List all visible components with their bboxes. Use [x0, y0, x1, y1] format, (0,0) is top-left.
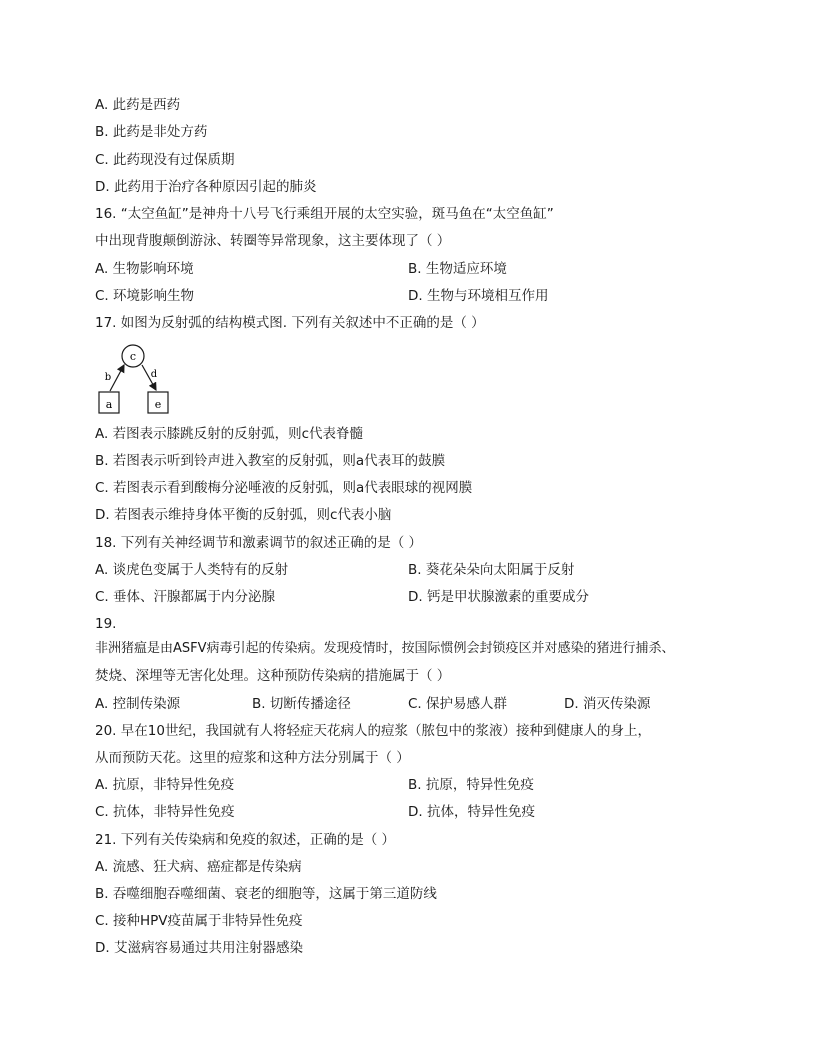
q19-option-d: D. 消灭传染源 [564, 696, 651, 712]
q17-stem: 17. 如图为反射弧的结构模式图. 下列有关叙述中不正确的是（ ） [95, 315, 485, 331]
q18-stem: 18. 下列有关神经调节和激素调节的叙述正确的是（ ） [95, 535, 423, 551]
q16-option-d: D. 生物与环境相互作用 [408, 288, 549, 304]
q20-option-b: B. 抗原，特异性免疫 [408, 777, 534, 793]
q21-option-b: B. 吞噬细胞吞噬细菌、衰老的细胞等，这属于第三道防线 [95, 886, 437, 902]
q19-number: 19. [95, 616, 117, 632]
q16-option-c: C. 环境影响生物 [95, 288, 195, 304]
q20-option-c: C. 抗体，非特异性免疫 [95, 804, 235, 820]
q15-option-d: D. 此药用于治疗各种原因引起的肺炎 [95, 179, 317, 195]
reflex-arc-diagram [94, 340, 174, 416]
q15-option-b: B. 此药是非处方药 [95, 124, 208, 140]
q18-option-b: B. 葵花朵朵向太阳属于反射 [408, 562, 575, 578]
q15-option-c: C. 此药现没有过保质期 [95, 152, 235, 168]
q19-stem-line2: 焚烧、深埋等无害化处理。这种预防传染病的措施属于（ ） [95, 668, 451, 684]
q19-stem-line1: 非洲猪瘟是由ASFV病毒引起的传染病。发现疫情时，按国际惯例会封锁疫区并对感染的猪进行捕杀、 [95, 641, 675, 656]
q17-option-c: C. 若图表示看到酸梅分泌唾液的反射弧，则a代表眼球的视网膜 [95, 480, 473, 496]
q16-stem-line2: 中出现背腹颠倒游泳、转圈等异常现象，这主要体现了（ ） [95, 233, 451, 249]
q17-option-d: D. 若图表示维持身体平衡的反射弧，则c代表小脑 [95, 507, 392, 523]
node-e-label: e [154, 398, 162, 411]
node-a-label: a [105, 398, 113, 411]
arrow-b [110, 365, 124, 391]
node-d-label: d [150, 369, 158, 380]
q15-option-a: A. 此药是西药 [95, 97, 181, 113]
node-b-label: b [104, 372, 112, 383]
q19-option-b: B. 切断传播途径 [252, 696, 351, 712]
q21-option-c: C. 接种HPV疫苗属于非特异性免疫 [95, 913, 303, 929]
q20-option-a: A. 抗原，非特异性免疫 [95, 777, 235, 793]
q19-option-c: C. 保护易感人群 [408, 696, 508, 712]
q21-option-a: A. 流感、狂犬病、癌症都是传染病 [95, 859, 302, 875]
q20-stem-line2: 从而预防天花。这里的痘浆和这种方法分别属于（ ） [95, 750, 410, 766]
q16-stem-line1: 16. “太空鱼缸”是神舟十八号飞行乘组开展的太空实验，斑马鱼在“太空鱼缸” [95, 206, 554, 222]
q18-option-d: D. 钙是甲状腺激素的重要成分 [408, 589, 589, 605]
q19-option-a: A. 控制传染源 [95, 696, 181, 712]
q17-option-a: A. 若图表示膝跳反射的反射弧，则c代表脊髓 [95, 426, 364, 442]
q20-option-d: D. 抗体，特异性免疫 [408, 804, 535, 820]
q16-option-b: B. 生物适应环境 [408, 261, 507, 277]
node-c-label: c [129, 350, 137, 363]
q16-option-a: A. 生物影响环境 [95, 261, 194, 277]
q21-option-d: D. 艾滋病容易通过共用注射器感染 [95, 940, 303, 956]
q17-option-b: B. 若图表示听到铃声进入教室的反射弧，则a代表耳的鼓膜 [95, 453, 446, 469]
q21-stem: 21. 下列有关传染病和免疫的叙述，正确的是（ ） [95, 832, 396, 848]
q20-stem-line1: 20. 早在10世纪，我国就有人将轻症天花病人的痘浆（脓包中的浆液）接种到健康人的身上， [95, 723, 651, 739]
q18-option-a: A. 谈虎色变属于人类特有的反射 [95, 562, 289, 578]
q18-option-c: C. 垂体、汗腺都属于内分泌腺 [95, 589, 276, 605]
